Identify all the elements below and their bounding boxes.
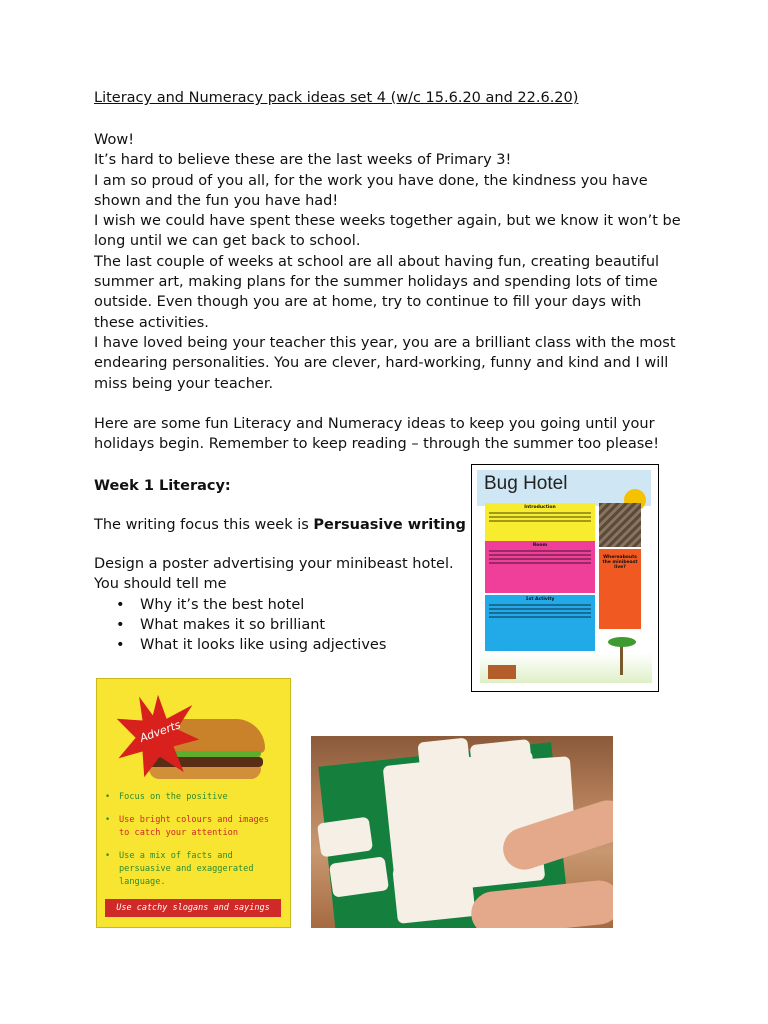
list-item: • Use a mix of facts and persuasive and exaggerated language.	[103, 850, 283, 889]
list-item: • Why it’s the best hotel	[140, 595, 464, 615]
writing-card	[392, 860, 475, 924]
poster-panel	[485, 595, 595, 651]
list-item: • Focus on the positive	[103, 791, 283, 804]
letter-body	[94, 130, 684, 394]
focus-prefix: The writing focus this week is	[94, 517, 314, 533]
bug-hotel-title: Bug Hotel	[484, 473, 568, 494]
panel-heading: Introduction	[524, 505, 556, 510]
week-heading: Week 1 Literacy:	[94, 478, 231, 494]
poster-panel	[485, 541, 595, 593]
adverts-badge: Adverts	[138, 718, 183, 745]
hut-icon	[488, 665, 516, 679]
list-item: • What it looks like using adjectives	[140, 635, 464, 655]
intro-paragraph: Here are some fun Literacy and Numeracy ideas to keep you going until your holidays begin. Remember to keep reading – through the summer too please!	[94, 416, 660, 453]
panel-heading: 1st Activity	[525, 597, 555, 602]
letter-line: Wow!	[94, 132, 135, 148]
page-title: Literacy and Numeracy pack ideas set 4 (w/c 15.6.20 and 22.6.20)	[94, 90, 579, 106]
letter-line: I wish we could have spent these weeks together again, but we know it won’t be long until we can get back to school.	[94, 213, 681, 250]
list-item: • What makes it so brilliant	[140, 615, 464, 635]
wood-pile-photo	[599, 503, 641, 547]
task-bullets	[94, 595, 464, 656]
task-line: You should tell me	[94, 576, 227, 593]
panel-heading: Room	[532, 543, 548, 548]
ladybird-card	[417, 737, 470, 776]
task-description	[94, 554, 464, 655]
letter-line: I have loved being your teacher this year, you are a brilliant class with the most endearing personalities. You are clever, hard-working, funny and kind and I will miss being your teacher.	[94, 334, 676, 392]
focus-topic: Persuasive writing	[313, 517, 466, 533]
letter-line: I am so proud of you all, for the work you have done, the kindness you have shown and the fun you have had!	[94, 172, 648, 209]
side-panel	[599, 549, 641, 629]
panel-heading: Whereabouts the minibeast live?	[602, 555, 638, 570]
letter-line: It’s hard to believe these are the last weeks of Primary 3!	[94, 152, 512, 169]
advert-tips	[103, 791, 283, 899]
text-card	[317, 817, 373, 858]
writing-focus	[94, 517, 466, 533]
palm-leaf-icon	[608, 637, 636, 647]
task-line: Design a poster advertising your minibeast hotel.	[94, 556, 454, 572]
lapbook-photo	[311, 736, 613, 928]
letter-line: The last couple of weeks at school are all about having fun, creating beautiful summer art, making plans for the summer holidays and spending lots of time outside. Even though you are at home, try to continue to fill your days with these activities.	[94, 253, 660, 331]
list-item: • Use bright colours and images to catch your attention	[103, 814, 283, 840]
adverts-poster-image	[96, 678, 291, 928]
slogan-bar: Use catchy slogans and sayings	[105, 899, 281, 917]
bug-hotel-poster-image	[471, 464, 659, 692]
